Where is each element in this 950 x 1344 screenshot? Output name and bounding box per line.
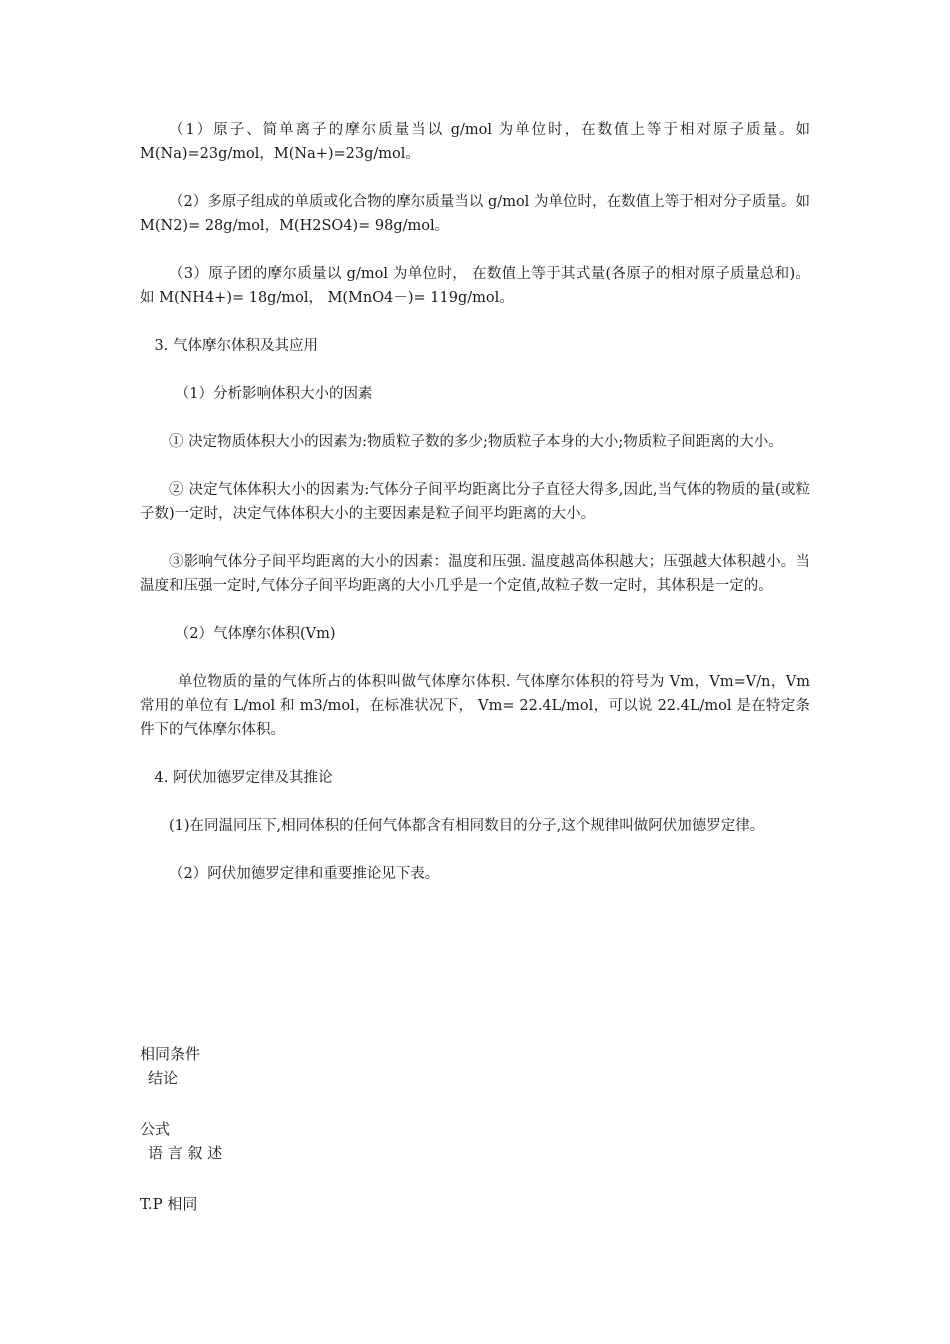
table-cell-tp-same: T.P 相同 xyxy=(140,1195,198,1213)
section-heading-gas-molar-volume: 3. 气体摩尔体积及其应用 xyxy=(154,338,318,354)
table-header-row xyxy=(140,1042,810,1090)
table-subheader-row xyxy=(140,1117,810,1165)
document-body xyxy=(140,118,810,910)
table-row-tp xyxy=(140,1192,810,1216)
avogadro-table xyxy=(140,1042,810,1243)
paragraph-avogadro-table-ref: （2）阿伏加德罗定律和重要推论见下表。 xyxy=(169,866,440,882)
paragraph-distance-factors: ③影响气体分子间平均距离的大小的因素：温度和压强. 温度越高体积越大；压强越大体积越小。当温度和压强一定时,气体分子间平均距离的大小几乎是一个定值,故粒子数一定时，其体积是一定的。 xyxy=(140,554,810,594)
table-cell-condition: 相同条件 xyxy=(140,1045,201,1063)
subsection-heading-volume-factors: （1）分析影响体积大小的因素 xyxy=(174,386,373,402)
paragraph-avogadro-law: (1)在同温同压下,相同体积的任何气体都含有相同数目的分子,这个规律叫做阿伏加德罗定律。 xyxy=(169,818,765,834)
paragraph-vm-definition: 单位物质的量的气体所占的体积叫做气体摩尔体积. 气体摩尔体积的符号为 Vm，Vm=V/n，Vm 常用的单位有 L/mol 和 m3/mol，在标准状况下， Vm= 22.4L/mol，可以说 22.4L/mol 是在特定条件下的气体摩尔体积。 xyxy=(140,674,810,738)
paragraph-radical-molar-mass: （3）原子团的摩尔质量以 g/mol 为单位时， 在数值上等于其式量(各原子的相对原子质量总和)。如 M(NH4+)= 18g/mol， M(MnO4－)= 119g/mol。 xyxy=(140,266,810,306)
table-cell-statement: 语 言 叙 述 xyxy=(148,1144,223,1162)
table-cell-conclusion: 结论 xyxy=(148,1069,179,1087)
paragraph-atom-molar-mass: （1）原子、简单离子的摩尔质量当以 g/mol 为单位时，在数值上等于相对原子质量。如 M(Na)=23g/mol，M(Na+)=23g/mol。 xyxy=(140,122,810,162)
subsection-heading-vm: （2）气体摩尔体积(Vm) xyxy=(174,626,336,642)
table-cell-formula: 公式 xyxy=(140,1120,171,1138)
paragraph-polyatomic-molar-mass: （2）多原子组成的单质或化合物的摩尔质量当以 g/mol 为单位时，在数值上等于相对分子质量。如 M(N2)= 28g/mol，M(H2SO4)= 98g/mol。 xyxy=(140,194,810,234)
section-heading-avogadro: 4. 阿伏加德罗定律及其推论 xyxy=(154,770,333,786)
paragraph-substance-volume-factors: ① 决定物质体积大小的因素为:物质粒子数的多少;物质粒子本身的大小;物质粒子间距离的大小。 xyxy=(169,434,783,450)
paragraph-gas-volume-factors: ② 决定气体体积大小的因素为:气体分子间平均距离比分子直径大得多,因此,当气体的物质的量(或粒子数)一定时，决定气体体积大小的主要因素是粒子间平均距离的大小。 xyxy=(140,482,810,522)
